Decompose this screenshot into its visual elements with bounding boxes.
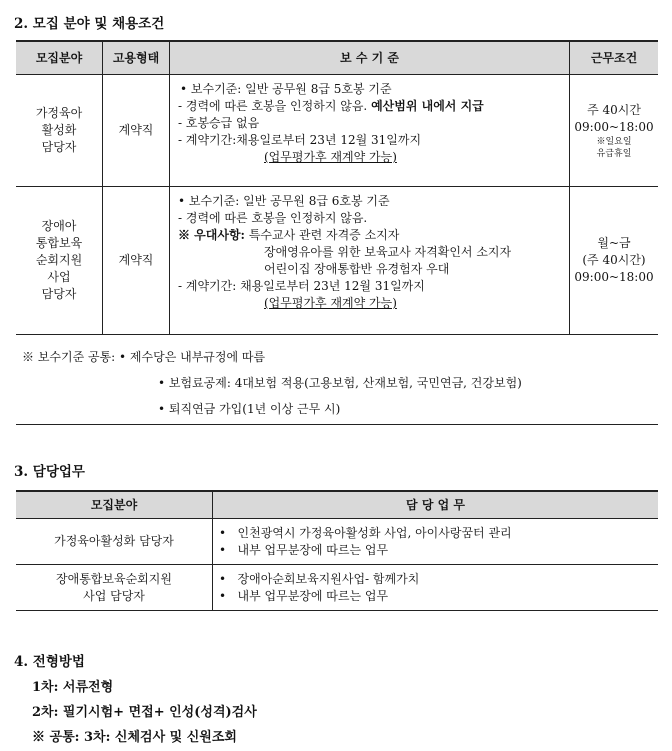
divider — [16, 424, 658, 425]
table-header-row — [16, 491, 658, 519]
common-pay-note: ※ 보수기준 공통: • 제수당은 내부규정에 따름 — [22, 350, 266, 364]
employment-type-cell: 계약직 — [103, 75, 170, 187]
header-pay-standard: 보 수 기 준 — [170, 41, 570, 75]
section-2-title: 2. 모집 분야 및 채용조건 — [14, 16, 165, 32]
pay-standard-cell: • 보수기준: 일반 공무원 8급 5호봉 기준 - 경력에 따른 호봉을 인정하지 않음. 예산범위 내에서 지급 - 호봉승급 없음 - 계약기간:채용일로부터 23년 12월 31일까지 (업무평가후 재계약 가능) — [170, 75, 570, 187]
selection-step: 1차: 서류전형 — [32, 680, 114, 695]
common-pay-note: • 퇴직연금 가입(1년 이상 근무 시) — [158, 402, 341, 416]
work-conditions-cell: 월~금 (주 40시간) 09:00~18:00 — [570, 187, 659, 335]
common-pay-note: • 보험료공제: 4대보험 적용(고용보험, 산재보험, 국민연금, 건강보험) — [158, 376, 522, 390]
table-header-row — [16, 41, 658, 75]
field-cell: 가정육아활성화 담당자 — [16, 519, 213, 565]
duties-table — [16, 490, 658, 611]
table-row — [16, 565, 658, 611]
table-row — [16, 187, 658, 335]
field-cell: 장애통합보육순회지원 사업 담당자 — [16, 565, 213, 611]
header-field: 모집분야 — [16, 41, 103, 75]
duties-cell: • 장애아순회보육지원사업- 함께가치 • 내부 업무분장에 따르는 업무 — [213, 565, 659, 611]
header-work-conditions: 근무조건 — [570, 41, 659, 75]
preference-label: ※ 우대사항: — [178, 228, 245, 242]
table-row — [16, 75, 658, 187]
section-4-title: 4. 전형방법 — [14, 654, 85, 670]
header-duties: 담 당 업 무 — [213, 491, 659, 519]
employment-type-cell: 계약직 — [103, 187, 170, 335]
field-cell: 가정육아 활성화 담당자 — [16, 75, 103, 187]
selection-step: ※ 공통: 3차: 신체검사 및 신원조회 — [32, 730, 237, 745]
section-3-title: 3. 담당업무 — [14, 464, 85, 480]
recruitment-conditions-table — [16, 40, 658, 335]
work-conditions-cell: 주 40시간 09:00~18:00 ※일요일 유급휴일 — [570, 75, 659, 187]
selection-step: 2차: 필기시험+ 면접+ 인성(성격)검사 — [32, 705, 257, 720]
duties-cell: • 인천광역시 가정육아활성화 사업, 아이사랑꿈터 관리 • 내부 업무분장에 따르는 업무 — [213, 519, 659, 565]
header-employment-type: 고용형태 — [103, 41, 170, 75]
pay-standard-cell: • 보수기준: 일반 공무원 8급 6호봉 기준 - 경력에 따른 호봉을 인정하지 않음. ※ 우대사항: 특수교사 관련 자격증 소지자 장애영유아를 위한 보육교사 자격확인서 소지자 어린이집 장애통합반 유경험자 우대 - 계약기간: 채용일로부터 23년 12월 31일까지 (업무평가후 재계약 가능) — [170, 187, 570, 335]
table-row — [16, 519, 658, 565]
header-field: 모집분야 — [16, 491, 213, 519]
field-cell: 장애아 통합보육 순회지원 사업 담당자 — [16, 187, 103, 335]
emphasis-text: 예산범위 내에서 지급 — [371, 99, 484, 113]
